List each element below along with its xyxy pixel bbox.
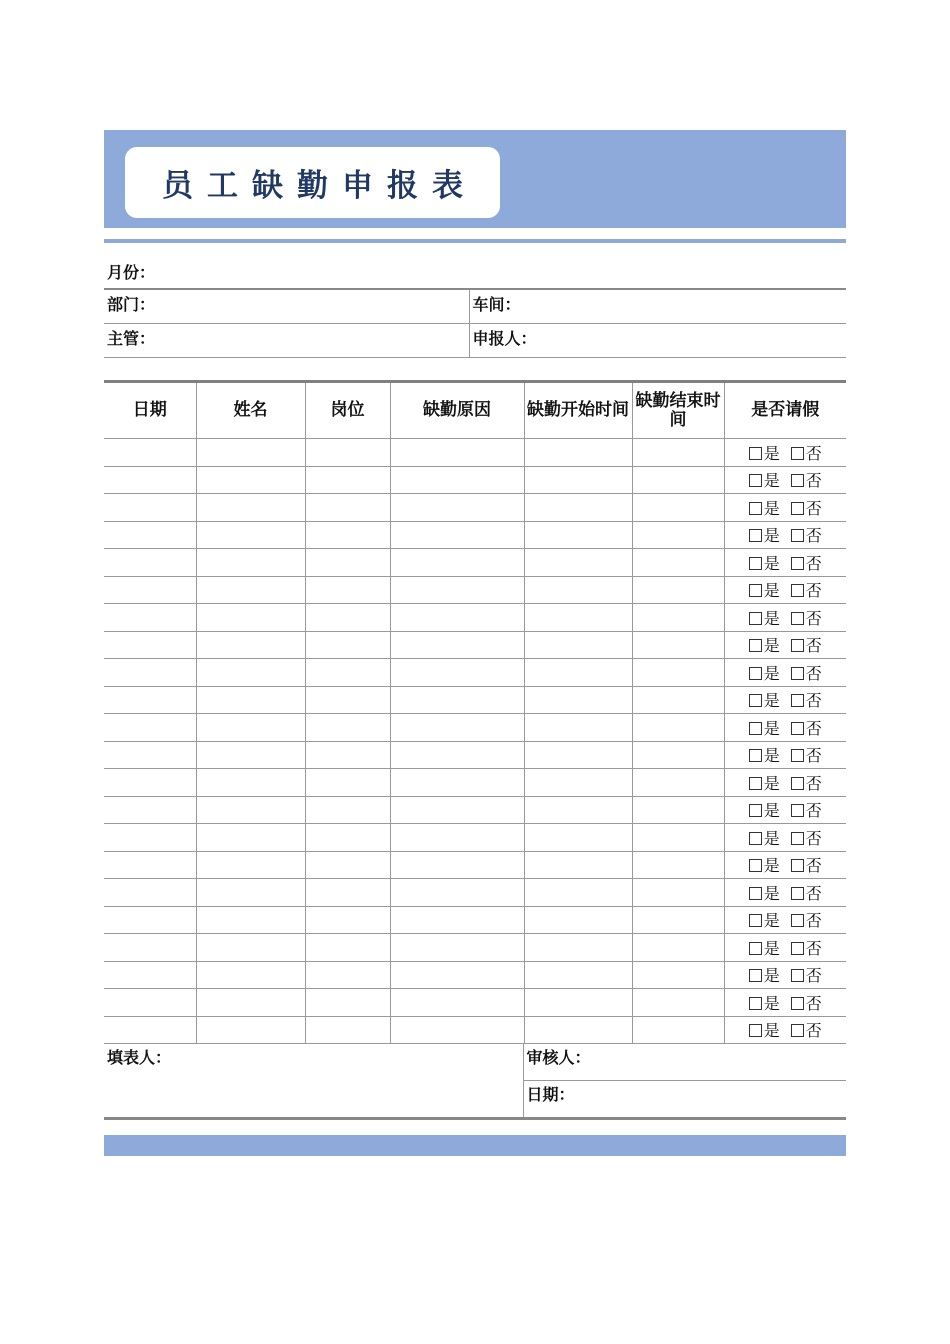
cell-end-time[interactable] [632,989,724,1017]
yes-checkbox[interactable] [749,447,762,460]
cell-reason[interactable] [390,466,524,494]
table-row [104,824,846,852]
workshop-field[interactable]: 车间： [469,289,846,324]
no-checkbox[interactable] [791,722,804,735]
cell-name[interactable] [196,604,305,632]
cell-reason[interactable] [390,549,524,577]
yes-checkbox[interactable] [749,612,762,625]
leave-choice [724,989,846,1017]
cell-end-time[interactable] [632,906,724,934]
cell-end-time[interactable] [632,686,724,714]
no-checkbox[interactable] [791,529,804,542]
leave-choice [724,466,846,494]
cell-name[interactable] [196,439,305,467]
cell-reason[interactable] [390,714,524,742]
table-row [104,521,846,549]
yes-label: 是 [763,911,780,931]
cell-reason[interactable] [390,576,524,604]
cell-position[interactable] [305,494,390,522]
yes-label: 是 [763,471,780,491]
no-label: 否 [805,526,822,546]
table-row [104,906,846,934]
yes-checkbox[interactable] [749,859,762,872]
no-label: 否 [805,718,822,738]
yes-checkbox[interactable] [749,474,762,487]
cell-position[interactable] [305,466,390,494]
yes-checkbox[interactable] [749,777,762,790]
table-row [104,549,846,577]
cell-position[interactable] [305,824,390,852]
yes-checkbox[interactable] [749,914,762,927]
cell-date[interactable] [104,549,196,577]
cell-end-time[interactable] [632,466,724,494]
yes-checkbox[interactable] [749,584,762,597]
cell-end-time[interactable] [632,879,724,907]
cell-name[interactable] [196,851,305,879]
no-label: 否 [805,498,822,518]
table-row [104,604,846,632]
month-field[interactable]: 月份： [104,256,846,289]
cell-name[interactable] [196,1016,305,1044]
cell-reason[interactable] [390,686,524,714]
cell-name[interactable] [196,494,305,522]
cell-start-time[interactable] [524,604,632,632]
cell-date[interactable] [104,631,196,659]
yes-checkbox[interactable] [749,832,762,845]
cell-date[interactable] [104,1016,196,1044]
cell-start-time[interactable] [524,714,632,742]
no-label: 否 [805,471,822,491]
accent-divider [104,239,846,243]
yes-label: 是 [763,691,780,711]
no-checkbox[interactable] [791,694,804,707]
cell-end-time[interactable] [632,851,724,879]
cell-name[interactable] [196,796,305,824]
cell-end-time[interactable] [632,604,724,632]
no-checkbox[interactable] [791,997,804,1010]
cell-name[interactable] [196,521,305,549]
table-row [104,686,846,714]
filler-field[interactable]: 填表人： [104,1044,523,1081]
cell-reason[interactable] [390,741,524,769]
cell-reason[interactable] [390,631,524,659]
no-label: 否 [805,608,822,628]
header-date: 日期 [104,382,196,439]
cell-date[interactable] [104,989,196,1017]
yes-label: 是 [763,1021,780,1041]
yes-checkbox[interactable] [749,667,762,680]
no-checkbox[interactable] [791,584,804,597]
title-box [125,147,500,218]
cell-reason[interactable] [390,796,524,824]
cell-start-time[interactable] [524,989,632,1017]
cell-reason[interactable] [390,906,524,934]
cell-name[interactable] [196,714,305,742]
leave-choice [724,851,846,879]
cell-reason[interactable] [390,851,524,879]
leave-choice [724,961,846,989]
cell-name[interactable] [196,824,305,852]
cell-position[interactable] [305,851,390,879]
cell-date[interactable] [104,824,196,852]
cell-start-time[interactable] [524,851,632,879]
table-row [104,851,846,879]
date-field[interactable]: 日期： [523,1081,846,1119]
cell-start-time[interactable] [524,906,632,934]
table-row [104,659,846,687]
no-checkbox[interactable] [791,749,804,762]
footer-section [104,1044,846,1120]
cell-end-time[interactable] [632,494,724,522]
cell-reason[interactable] [390,961,524,989]
cell-end-time[interactable] [632,824,724,852]
cell-reason[interactable] [390,439,524,467]
cell-position[interactable] [305,989,390,1017]
cell-date[interactable] [104,851,196,879]
cell-name[interactable] [196,686,305,714]
cell-end-time[interactable] [632,769,724,797]
leave-choice [724,906,846,934]
yes-checkbox[interactable] [749,722,762,735]
no-checkbox[interactable] [791,474,804,487]
cell-date[interactable] [104,741,196,769]
cell-position[interactable] [305,659,390,687]
cell-end-time[interactable] [632,521,724,549]
cell-end-time[interactable] [632,1016,724,1044]
cell-start-time[interactable] [524,769,632,797]
cell-start-time[interactable] [524,961,632,989]
cell-start-time[interactable] [524,549,632,577]
no-label: 否 [805,773,822,793]
leave-choice [724,824,846,852]
cell-start-time[interactable] [524,521,632,549]
no-label: 否 [805,663,822,683]
leave-choice [724,714,846,742]
yes-label: 是 [763,581,780,601]
cell-start-time[interactable] [524,741,632,769]
cell-date[interactable] [104,769,196,797]
yes-label: 是 [763,553,780,573]
cell-position[interactable] [305,714,390,742]
table-row [104,769,846,797]
no-checkbox[interactable] [791,502,804,515]
yes-label: 是 [763,856,780,876]
cell-position[interactable] [305,631,390,659]
header-start-time: 缺勤开始时间 [524,382,632,439]
cell-position[interactable] [305,686,390,714]
cell-start-time[interactable] [524,466,632,494]
table-row [104,934,846,962]
yes-checkbox[interactable] [749,942,762,955]
cell-date[interactable] [104,494,196,522]
cell-end-time[interactable] [632,714,724,742]
table-header-row [104,382,846,439]
yes-label: 是 [763,828,780,848]
cell-reason[interactable] [390,604,524,632]
yes-checkbox[interactable] [749,1024,762,1037]
page-title: 员工缺勤申报表 [162,168,477,204]
leave-choice [724,686,846,714]
header-reason: 缺勤原因 [390,382,524,439]
yes-label: 是 [763,608,780,628]
no-label: 否 [805,993,822,1013]
cell-position[interactable] [305,961,390,989]
table-row [104,741,846,769]
yes-checkbox[interactable] [749,804,762,817]
cell-end-time[interactable] [632,934,724,962]
no-label: 否 [805,856,822,876]
yes-label: 是 [763,636,780,656]
header-end-time: 缺勤结束时间 [632,382,724,439]
cell-end-time[interactable] [632,741,724,769]
yes-label: 是 [763,663,780,683]
cell-name[interactable] [196,631,305,659]
leave-choice [724,604,846,632]
no-label: 否 [805,443,822,463]
no-checkbox[interactable] [791,612,804,625]
cell-reason[interactable] [390,659,524,687]
cell-name[interactable] [196,659,305,687]
no-checkbox[interactable] [791,777,804,790]
cell-start-time[interactable] [524,879,632,907]
cell-start-time[interactable] [524,796,632,824]
no-checkbox[interactable] [791,557,804,570]
yes-checkbox[interactable] [749,997,762,1010]
header-band [104,130,846,228]
table-row [104,494,846,522]
cell-date[interactable] [104,796,196,824]
cell-date[interactable] [104,961,196,989]
no-label: 否 [805,883,822,903]
table-row [104,989,846,1017]
cell-start-time[interactable] [524,576,632,604]
no-checkbox[interactable] [791,447,804,460]
cell-date[interactable] [104,906,196,934]
cell-position[interactable] [305,576,390,604]
yes-checkbox[interactable] [749,887,762,900]
table-row [104,466,846,494]
no-checkbox[interactable] [791,914,804,927]
leave-choice [724,576,846,604]
cell-name[interactable] [196,549,305,577]
leave-choice [724,549,846,577]
cell-date[interactable] [104,576,196,604]
leave-choice [724,659,846,687]
cell-position[interactable] [305,769,390,797]
cell-position[interactable] [305,439,390,467]
yes-label: 是 [763,746,780,766]
cell-date[interactable] [104,686,196,714]
table-row [104,631,846,659]
cell-name[interactable] [196,934,305,962]
yes-label: 是 [763,993,780,1013]
table-row [104,576,846,604]
cell-position[interactable] [305,934,390,962]
header-name: 姓名 [196,382,305,439]
header-leave: 是否请假 [724,382,846,439]
table-row [104,961,846,989]
cell-start-time[interactable] [524,686,632,714]
table-row [104,439,846,467]
cell-name[interactable] [196,741,305,769]
yes-label: 是 [763,443,780,463]
footer-blank [104,1081,523,1119]
cell-name[interactable] [196,961,305,989]
cell-date[interactable] [104,934,196,962]
cell-end-time[interactable] [632,631,724,659]
cell-end-time[interactable] [632,796,724,824]
table-row [104,714,846,742]
yes-checkbox[interactable] [749,969,762,982]
cell-reason[interactable] [390,1016,524,1044]
no-label: 否 [805,1021,822,1041]
cell-position[interactable] [305,879,390,907]
cell-date[interactable] [104,659,196,687]
cell-position[interactable] [305,796,390,824]
leave-choice [724,741,846,769]
cell-name[interactable] [196,466,305,494]
cell-position[interactable] [305,549,390,577]
no-label: 否 [805,801,822,821]
leave-choice [724,769,846,797]
cell-start-time[interactable] [524,439,632,467]
yes-label: 是 [763,801,780,821]
table-row [104,796,846,824]
no-checkbox[interactable] [791,887,804,900]
cell-end-time[interactable] [632,961,724,989]
cell-name[interactable] [196,906,305,934]
leave-choice [724,439,846,467]
table-row [104,879,846,907]
cell-position[interactable] [305,1016,390,1044]
no-label: 否 [805,966,822,986]
header-position: 岗位 [305,382,390,439]
cell-date[interactable] [104,439,196,467]
cell-reason[interactable] [390,769,524,797]
cell-reason[interactable] [390,989,524,1017]
cell-reason[interactable] [390,824,524,852]
yes-label: 是 [763,498,780,518]
leave-choice [724,879,846,907]
cell-reason[interactable] [390,521,524,549]
cell-end-time[interactable] [632,576,724,604]
cell-reason[interactable] [390,494,524,522]
no-checkbox[interactable] [791,639,804,652]
leave-choice [724,934,846,962]
yes-label: 是 [763,773,780,793]
leave-choice [724,521,846,549]
no-label: 否 [805,911,822,931]
no-label: 否 [805,746,822,766]
cell-position[interactable] [305,521,390,549]
cell-name[interactable] [196,879,305,907]
cell-start-time[interactable] [524,494,632,522]
yes-checkbox[interactable] [749,502,762,515]
cell-position[interactable] [305,604,390,632]
info-section [104,256,846,358]
yes-checkbox[interactable] [749,557,762,570]
yes-checkbox[interactable] [749,529,762,542]
cell-end-time[interactable] [632,659,724,687]
no-checkbox[interactable] [791,969,804,982]
cell-end-time[interactable] [632,549,724,577]
no-label: 否 [805,581,822,601]
yes-checkbox[interactable] [749,749,762,762]
yes-label: 是 [763,966,780,986]
leave-choice [724,796,846,824]
cell-date[interactable] [104,466,196,494]
yes-label: 是 [763,526,780,546]
no-checkbox[interactable] [791,1024,804,1037]
yes-label: 是 [763,883,780,903]
absence-table [104,380,846,1044]
no-checkbox[interactable] [791,667,804,680]
no-checkbox[interactable] [791,942,804,955]
cell-start-time[interactable] [524,631,632,659]
leave-choice [724,631,846,659]
cell-position[interactable] [305,906,390,934]
bottom-band [104,1135,846,1156]
leave-choice [724,1016,846,1044]
no-checkbox[interactable] [791,859,804,872]
no-checkbox[interactable] [791,832,804,845]
no-label: 否 [805,938,822,958]
cell-date[interactable] [104,879,196,907]
cell-name[interactable] [196,576,305,604]
yes-checkbox[interactable] [749,694,762,707]
cell-start-time[interactable] [524,824,632,852]
yes-label: 是 [763,938,780,958]
no-label: 否 [805,691,822,711]
cell-start-time[interactable] [524,934,632,962]
cell-start-time[interactable] [524,1016,632,1044]
cell-end-time[interactable] [632,439,724,467]
yes-label: 是 [763,718,780,738]
cell-start-time[interactable] [524,659,632,687]
no-label: 否 [805,553,822,573]
cell-date[interactable] [104,521,196,549]
yes-checkbox[interactable] [749,639,762,652]
cell-date[interactable] [104,714,196,742]
applicant-field[interactable]: 申报人： [469,324,846,358]
cell-date[interactable] [104,604,196,632]
no-label: 否 [805,636,822,656]
leave-choice [724,494,846,522]
reviewer-field[interactable]: 审核人： [523,1044,846,1081]
dept-field[interactable]: 部门： [104,289,469,324]
no-label: 否 [805,828,822,848]
table-row [104,1016,846,1044]
cell-reason[interactable] [390,934,524,962]
cell-reason[interactable] [390,879,524,907]
supervisor-field[interactable]: 主管： [104,324,469,358]
cell-name[interactable] [196,989,305,1017]
cell-position[interactable] [305,741,390,769]
no-checkbox[interactable] [791,804,804,817]
cell-name[interactable] [196,769,305,797]
